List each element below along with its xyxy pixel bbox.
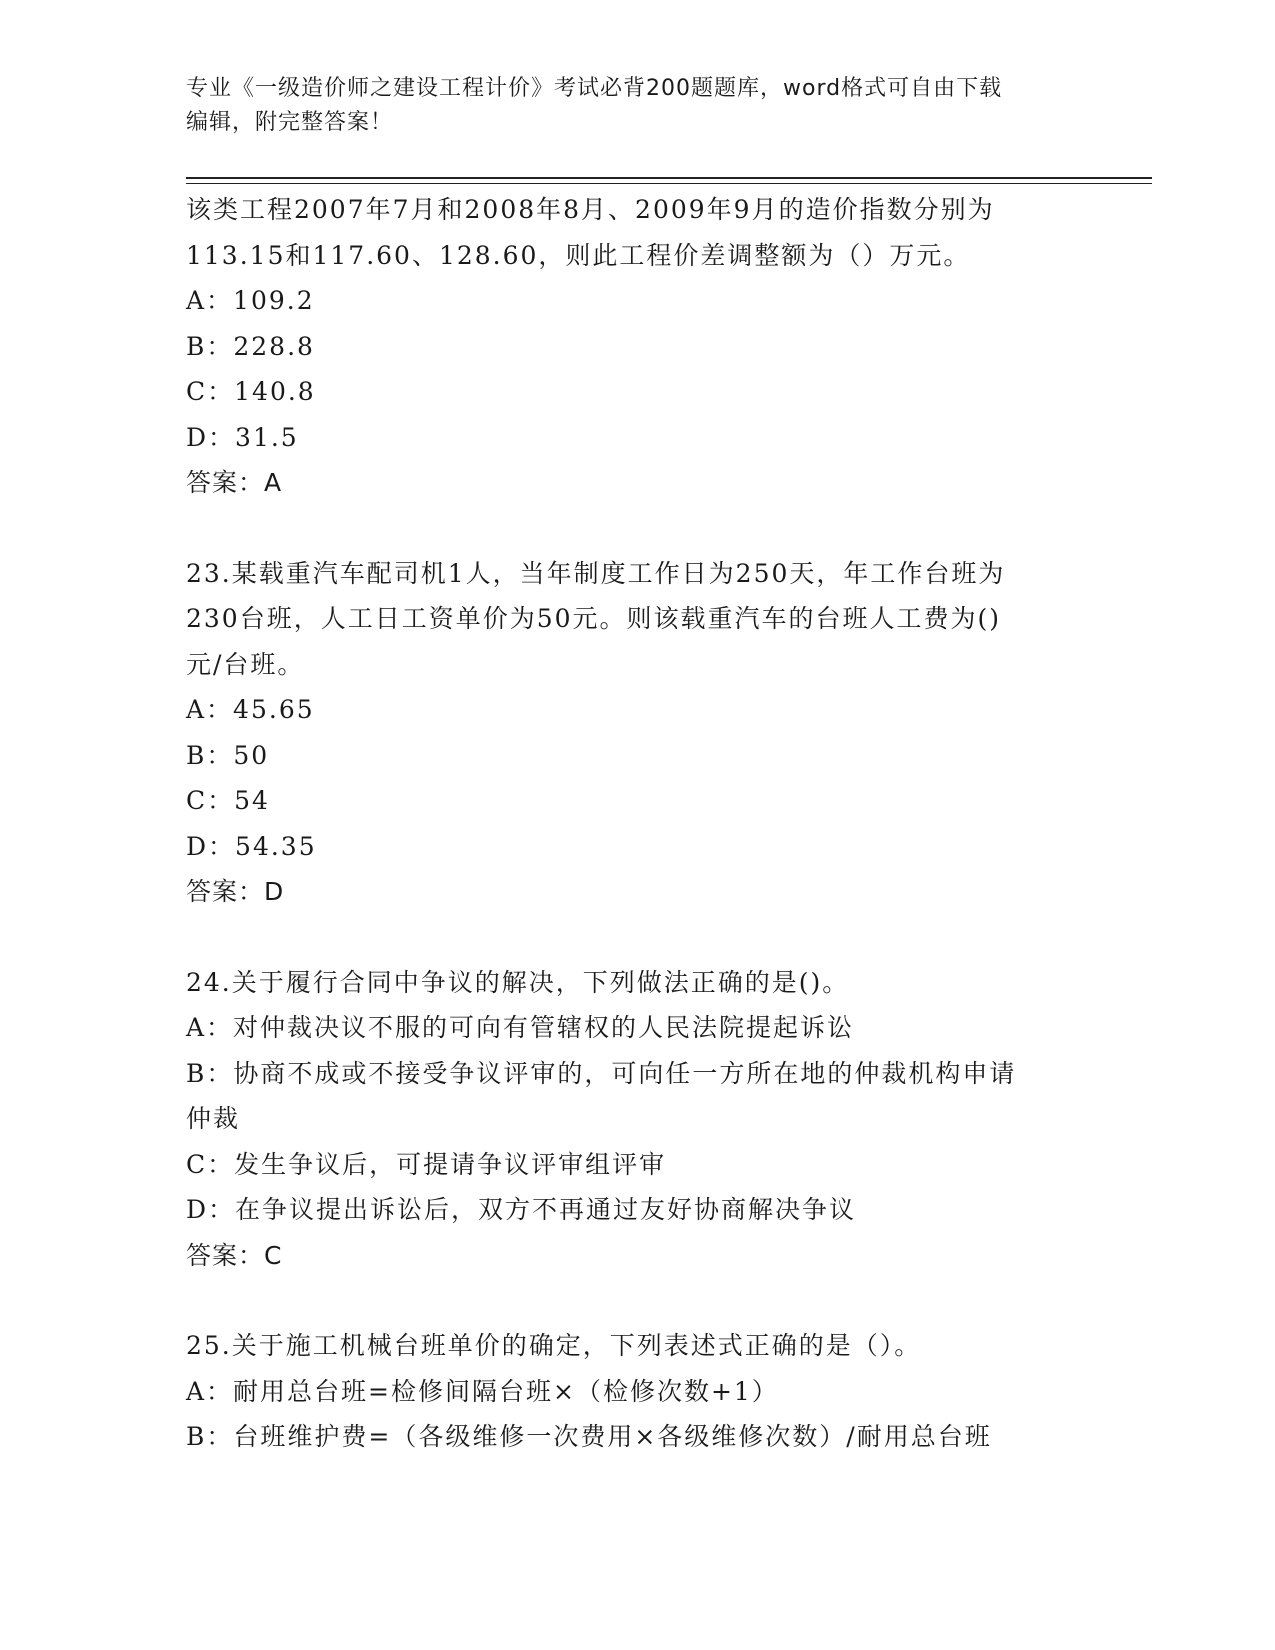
question-22-text-line-2: 113.15和117.60、128.60，则此工程价差调整额为（）万元。 <box>186 240 971 270</box>
question-23-answer: 答案：D <box>186 877 285 906</box>
question-25 <box>186 1323 1106 1460</box>
question-22-option-c: C：140.8 <box>186 377 316 406</box>
spacer <box>186 506 1106 551</box>
question-24 <box>186 960 1106 1279</box>
question-23-option-c: C：54 <box>186 786 270 815</box>
spacer <box>186 915 1106 960</box>
question-23-text-line-1: 23.某载重汽车配司机1人，当年制度工作日为250天，年工作台班为 <box>186 558 1006 588</box>
question-23-text-line-3: 元/台班。 <box>186 649 305 679</box>
question-25-text-line-1: 25.关于施工机械台班单价的确定，下列表述式正确的是（）。 <box>186 1331 922 1360</box>
question-24-text-line-1: 24.关于履行合同中争议的解决，下列做法正确的是()。 <box>186 967 850 997</box>
question-22-option-a: A：109.2 <box>186 286 315 315</box>
question-22-option-b: B：228.8 <box>186 331 315 361</box>
question-23-text-line-2: 230台班，人工日工资单价为50元。则该载重汽车的台班人工费为() <box>186 604 1002 633</box>
header-line-2: 编辑，附完整答案！ <box>186 110 394 135</box>
question-24-answer: 答案：C <box>186 1240 283 1270</box>
document-header <box>186 72 1066 140</box>
question-22 <box>186 187 1106 506</box>
question-24-option-b-line-2: 仲裁 <box>186 1104 241 1133</box>
question-25-option-a: A：耐用总台班=检修间隔台班×（检修次数+1） <box>186 1376 779 1406</box>
question-23 <box>186 551 1106 915</box>
header-line-1: 专业《一级造价师之建设工程计价》考试必背200题题库，word格式可自由下载 <box>186 76 1003 101</box>
question-list <box>186 187 1106 1460</box>
header-rule-thin <box>186 183 1152 184</box>
question-22-text-line-1: 该类工程2007年7月和2008年8月、2009年9月的造价指数分别为 <box>186 195 995 224</box>
question-24-option-a: A：对仲裁决议不服的可向有管辖权的人民法院提起诉讼 <box>186 1013 855 1042</box>
header-rule-thick <box>186 177 1152 179</box>
question-23-option-b: B：50 <box>186 740 270 770</box>
question-24-option-b-line-1: B：协商不成或不接受争议评审的，可向任一方所在地的仲裁机构申请 <box>186 1058 1017 1088</box>
question-24-option-c: C：发生争议后，可提请争议评审组评审 <box>186 1149 667 1179</box>
question-24-option-d: D：在争议提出诉讼后，双方不再通过友好协商解决争议 <box>186 1195 857 1224</box>
question-22-option-d: D：31.5 <box>186 422 299 452</box>
question-23-option-a: A：45.65 <box>186 695 315 724</box>
spacer <box>186 1278 1106 1323</box>
question-25-option-b: B：台班维护费=（各级维修一次费用×各级维修次数）/耐用总台班 <box>186 1422 992 1451</box>
question-23-option-d: D：54.35 <box>186 831 317 861</box>
question-22-answer: 答案：A <box>186 468 283 497</box>
